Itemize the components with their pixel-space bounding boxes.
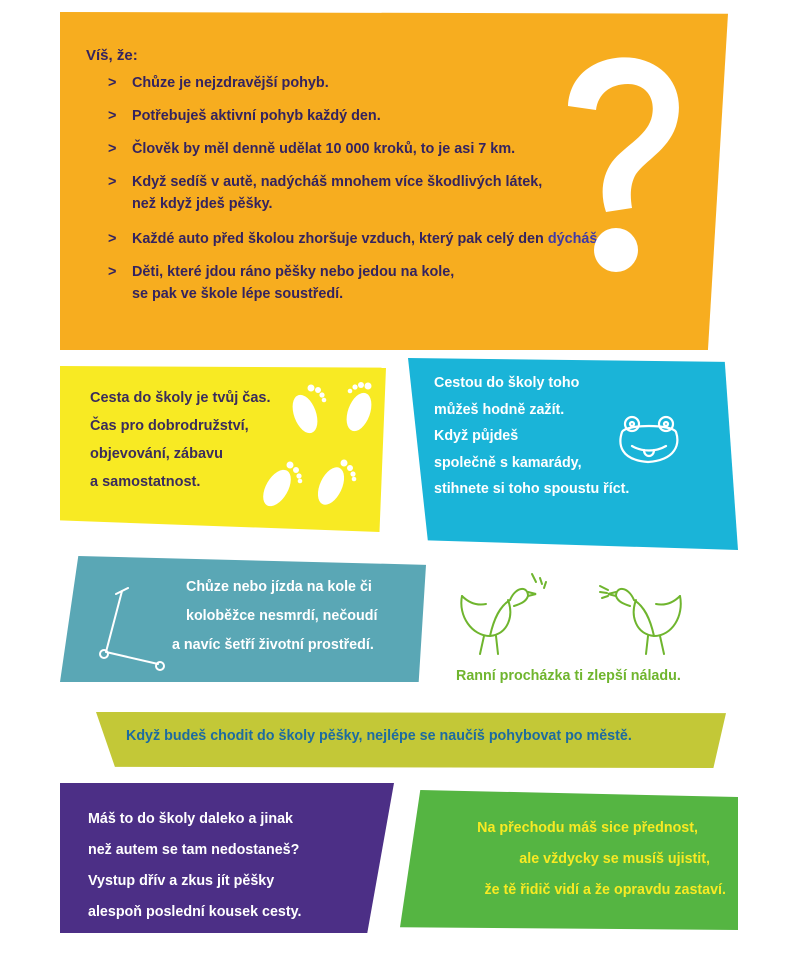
- question-mark-icon: [548, 46, 698, 286]
- bullet-arrow-icon: >: [108, 108, 117, 124]
- bullet-arrow-icon: >: [108, 231, 117, 247]
- cyan-panel-text: Cestou do školy toho můžeš hodně zažít. Když půjdeš společně s kamarády, stihnete si toho spoustu říct.: [434, 375, 630, 497]
- list-item: > Když sedíš v autě, nadýcháš mnohem více škodlivých látek, než když jdeš pěšky.: [108, 171, 601, 215]
- footprints-icon: [255, 378, 385, 518]
- bullet-arrow-icon: >: [108, 174, 117, 190]
- list-item: > Chůze je nejzdravější pohyb.: [108, 72, 601, 94]
- bullet-arrow-icon: >: [108, 75, 117, 91]
- frog-face-icon: [614, 414, 684, 470]
- yellow-panel-text: Cesta do školy je tvůj čas. Čas pro dobrodružství, objevování, zábavu a samostatnost.: [90, 390, 271, 490]
- scooter-icon: [94, 586, 174, 676]
- bullet-arrow-icon: >: [108, 264, 117, 280]
- highlighted-word: dýcháš: [547, 231, 598, 247]
- list-item: > Člověk by měl denně udělat 10 000 kroků, to je asi 7 km.: [108, 138, 601, 160]
- green-panel-text: Na přechodu máš sice přednost, ale vždycky se musíš ujistit, že tě řidič vidí a že opravdu zastaví.: [477, 820, 726, 898]
- bullet-arrow-icon: >: [108, 141, 117, 157]
- list-item: > Každé auto před školou zhoršuje vzduch, který pak celý den dýcháš: [108, 228, 601, 250]
- walk-caption: Ranní procházka ti zlepší náladu.: [456, 668, 681, 684]
- olive-band-text: Když budeš chodit do školy pěšky, nejlépe se naučíš pohybovat po městě.: [126, 728, 632, 744]
- facts-title: Víš, že:: [86, 47, 138, 64]
- teal-panel-text: Chůze nebo jízda na kole či koloběžce nesmrdí, nečoudí a navíc šetří životní prostředí.: [172, 579, 378, 653]
- facts-list: [108, 72, 601, 316]
- list-item: > Děti, které jdou ráno pěšky nebo jedou na kole, se pak ve škole lépe soustředí.: [108, 261, 601, 305]
- purple-panel-text: Máš to do školy daleko a jinak než autem se tam nedostaneš? Vystup dřív a zkus jít pěšky alespoň poslední kousek cesty.: [88, 811, 302, 920]
- birds-icon: [450, 566, 695, 662]
- list-item: > Potřebuješ aktivní pohyb každý den.: [108, 105, 601, 127]
